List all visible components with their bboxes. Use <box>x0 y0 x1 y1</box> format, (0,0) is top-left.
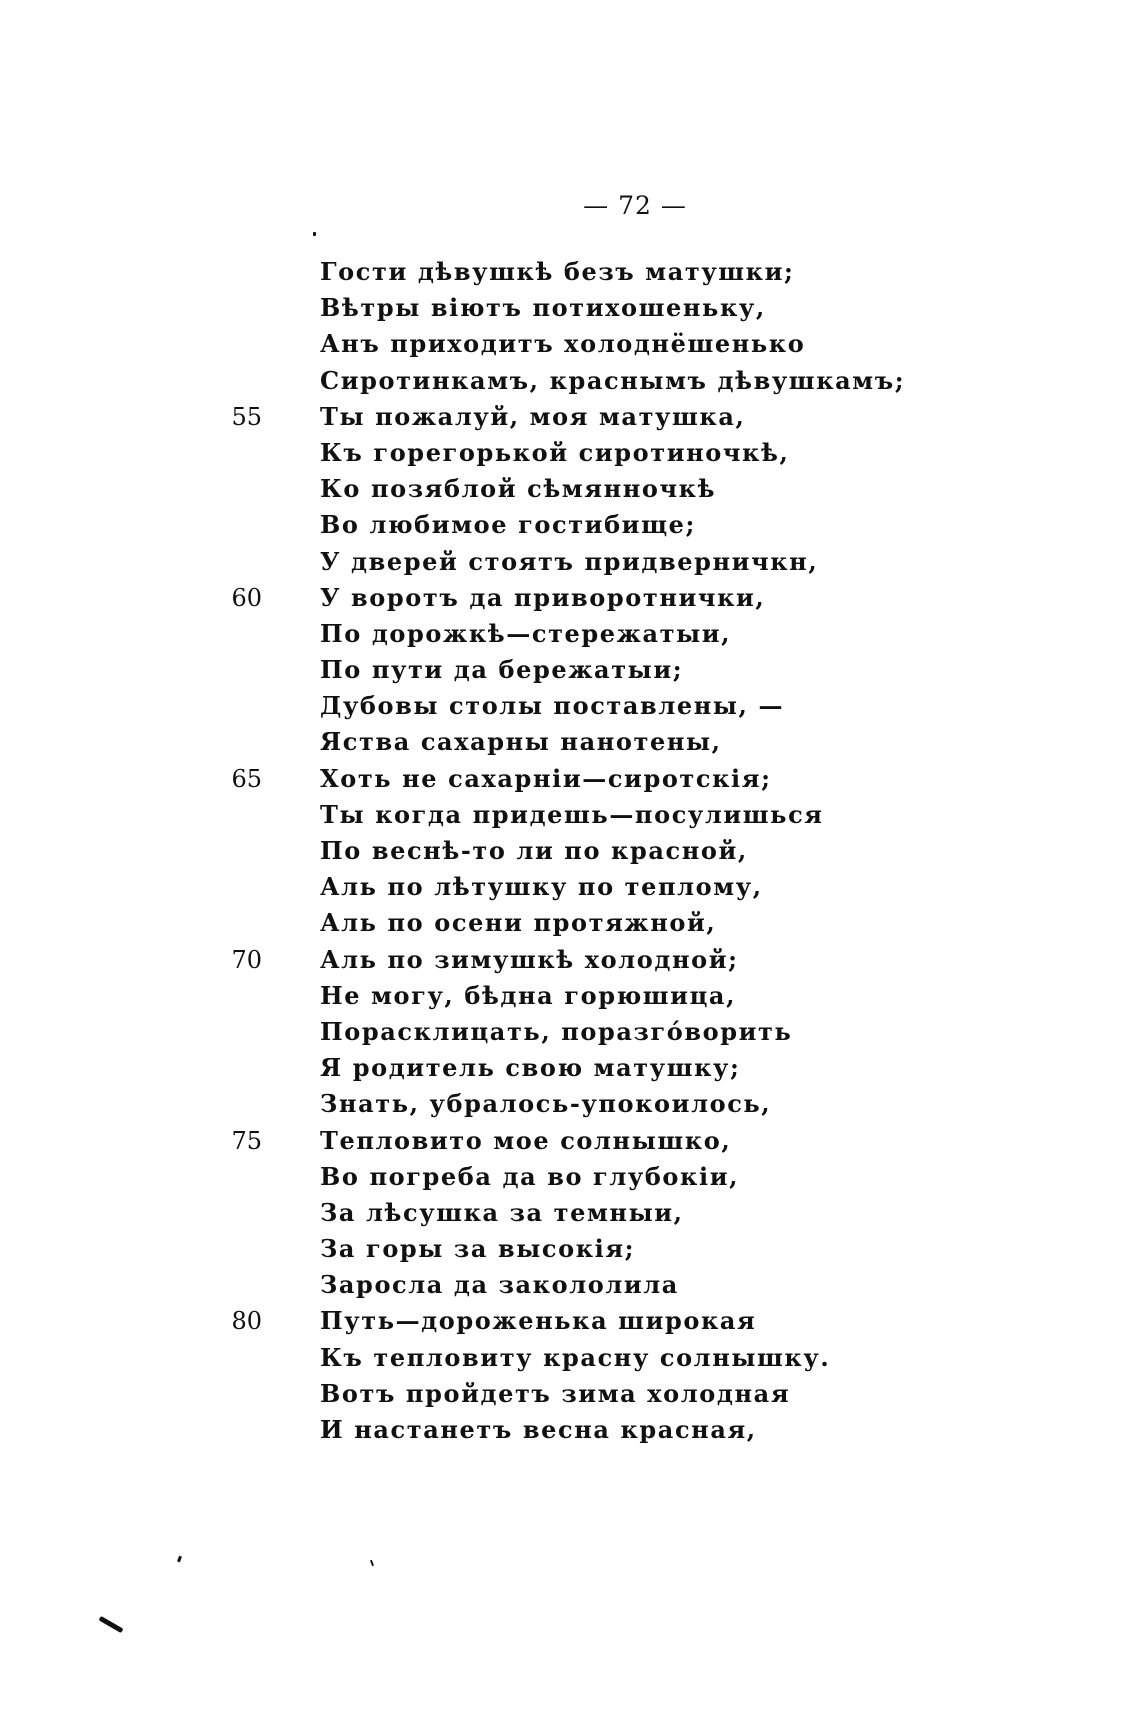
verse-line <box>231 399 830 435</box>
line-text: Знать, убралось-упокоилось, <box>320 1089 772 1119</box>
verse-line <box>270 363 906 399</box>
verse-line <box>270 869 830 905</box>
line-text: Тепловито мое солнышко, <box>320 1125 732 1155</box>
verse-line <box>270 544 830 580</box>
page-number: — 72 — <box>583 191 687 220</box>
verse-line <box>270 797 830 833</box>
print-smudge <box>98 1616 123 1633</box>
print-speck <box>313 232 316 236</box>
verse-line <box>231 580 830 616</box>
verse-line <box>270 507 830 543</box>
verse-line <box>270 1267 830 1303</box>
line-text: Анъ приходитъ холоднёшенько <box>320 329 806 359</box>
verse-line <box>231 1303 830 1339</box>
line-text: Къ тепловиту красну солнышку. <box>320 1342 831 1372</box>
verse-line <box>270 1231 830 1267</box>
line-number: 80 <box>231 1307 262 1336</box>
line-text: Я родитель свою матушку; <box>320 1053 741 1083</box>
line-text: Вѣтры віютъ потихошеньку, <box>320 293 766 323</box>
line-text: По дорожкѣ—стережатыи, <box>320 618 732 648</box>
verse-line <box>270 978 830 1014</box>
verse-line <box>231 761 830 797</box>
verse-line <box>270 1195 830 1231</box>
verse-line <box>270 724 830 760</box>
verse-line <box>270 1412 830 1448</box>
line-text: Путь—дороженька широкая <box>320 1306 757 1336</box>
line-text: Дубовы столы поставлены, — <box>320 691 785 721</box>
poem-text <box>231 254 906 1448</box>
line-text: Во любимое гостибище; <box>320 510 696 540</box>
line-text: Гости дѣвушкѣ безъ матушки; <box>320 257 795 286</box>
verse-line <box>270 1159 830 1195</box>
line-text: Аль по осени протяжной, <box>320 908 717 938</box>
verse-line <box>270 326 830 362</box>
line-text: Заросла да закололила <box>320 1270 679 1300</box>
line-text: За лѣсушка за темныи, <box>320 1197 684 1227</box>
verse-line <box>270 652 830 688</box>
verse-line <box>270 833 830 869</box>
line-text: Хоть не сахарніи—сиротскія; <box>320 763 772 793</box>
line-text: За горы за высокія; <box>320 1234 636 1264</box>
verse-line <box>270 1376 830 1412</box>
line-text: Ты когда придешь—посулишься <box>320 799 824 829</box>
line-text: Къ горегорькой сиротиночкѣ, <box>320 437 790 467</box>
line-text: Ты пожалуй, моя матушка, <box>320 401 746 431</box>
verse-line <box>270 1086 830 1122</box>
verse-line <box>270 1014 830 1050</box>
print-speck <box>177 1556 182 1563</box>
line-text: И настанетъ весна красная, <box>320 1415 757 1444</box>
line-number: 75 <box>231 1126 262 1155</box>
line-number: 60 <box>231 583 262 612</box>
line-text: Во погреба да во глубокіи, <box>320 1161 740 1191</box>
verse-line <box>270 905 830 941</box>
line-text: Сиротинкамъ, краснымъ дѣвушкамъ; <box>320 365 906 395</box>
verse-line <box>270 435 830 471</box>
line-text: Не могу, бѣдна горюшица, <box>320 980 737 1010</box>
verse-line <box>231 942 830 978</box>
verse-line <box>270 688 830 724</box>
print-speck <box>370 1560 374 1566</box>
verse-line <box>270 254 830 290</box>
verse-line <box>270 290 830 326</box>
verse-line <box>231 1123 830 1159</box>
line-text: Аль по зимушкѣ холодной; <box>320 944 739 974</box>
verse-line <box>270 616 830 652</box>
verse-line <box>270 1340 830 1376</box>
line-number: 65 <box>231 764 262 793</box>
verse-line <box>270 471 830 507</box>
line-text: У воротъ да приворотнички, <box>320 582 766 612</box>
line-text: Яства сахарны нанотены, <box>320 727 722 757</box>
line-number: 55 <box>231 402 262 431</box>
line-text: Ко позяблой сѣмянночкѣ <box>320 474 717 504</box>
line-text: У дверей стоятъ придверничкн, <box>320 546 819 576</box>
verse-line <box>270 1050 830 1086</box>
line-text: Аль по лѣтушку по теплому, <box>320 872 763 902</box>
line-text: По пути да бережатыи; <box>320 655 684 685</box>
line-text: Вотъ пройдетъ зима холодная <box>320 1378 791 1408</box>
line-text: Порасклицать, поразго́ворить <box>320 1016 793 1046</box>
line-text: По веснѣ-то ли по красной, <box>320 836 748 865</box>
line-number: 70 <box>231 945 262 974</box>
